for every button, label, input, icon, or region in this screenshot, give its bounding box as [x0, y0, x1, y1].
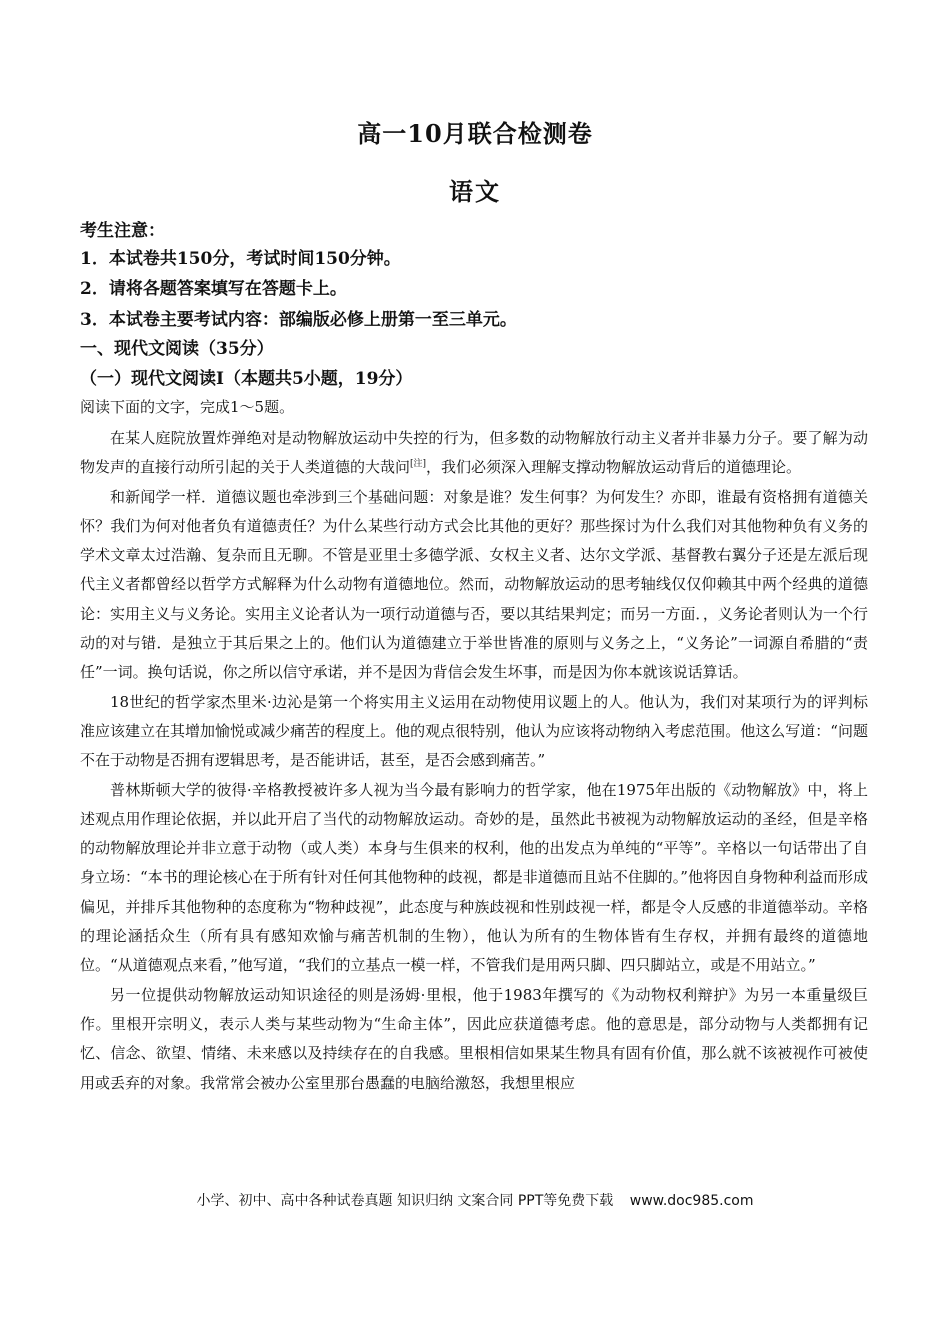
subject-title: 语文 — [449, 177, 501, 206]
section-title: 一、现代文阅读（35分） — [80, 339, 274, 359]
passage-paragraph-1 — [80, 424, 868, 483]
passage-p1-part-a: 在某人庭院放置炸弹绝对是动物解放运动中失控的行为，但多数的动物解放行动主义者并非暴力分子。要了解为动物发声的直接行动所引起的关于人类道德的大哉问 — [80, 429, 868, 477]
footer-url[interactable]: www.doc985.com — [629, 1193, 754, 1209]
notice-item-1: 1．本试卷共150分，考试时间150分钟。 — [80, 249, 401, 269]
footer-text: 小学、初中、高中各种试卷真题 知识归纳 文案合同 PPT等免费下载 — [196, 1193, 614, 1209]
exam-title: 高一10月联合检测卷 — [357, 119, 593, 148]
notice-heading: 考生注意： — [80, 221, 165, 241]
reading-passage — [80, 424, 868, 1098]
notice-item-3: 3．本试卷主要考试内容：部编版必修上册第一至三单元。 — [80, 310, 517, 330]
passage-paragraph-5: 另一位提供动物解放运动知识途径的则是汤姆·里根，他于1983年撰写的《为动物权利辩护》为另一本重量级巨作。里根开宗明义，表示人类与某些动物为“生命主体”，因此应获道德考虑。他的意思是，部分动物与人类都拥有记忆、信念、欲望、情绪、未来感以及持续存在的自我感。里根相信如果某生物具有固有价值，那么就不该被视作可被使用或丢弃的对象。我常常会被办公室里那台愚蠢的电脑给激怒，我想里根应 — [80, 985, 868, 1092]
passage-paragraph-2: 和新闻学一样．道德议题也牵涉到三个基础问题：对象是谁？发生何事？为何发生？亦即，谁最有资格拥有道德关怀？我们为何对他者负有道德责任？为什么某些行动方式会比其他的更好？那些探讨为什么我们对其他物种负有义务的学术文章太过浩瀚、复杂而且无聊。不管是亚里士多德学派、女权主义者、达尔文学派、基督教右翼分子还是左派后现代主义者都曾经以哲学方式解释为什么动物有道德地位。然而，动物解放运动的思考轴线仅仅仰赖其中两个经典的道德论：实用主义与义务论。实用主义论者认为一项行动道德与否，要以其结果判定；而另一方面．，义务论者则认为一个行动的对与错．是独立于其后果之上的。他们认为道德建立于举世皆准的原则与义务之上，“义务论”一词源自希腊的“责任”一词。换句话说，你之所以信守承诺，并不是因为背信会发生坏事，而是因为你本就该说话算话。 — [80, 487, 868, 682]
notice-item-2: 2．请将各题答案填写在答题卡上。 — [80, 279, 347, 299]
passage-p1-part-b: ，我们必须深入理解支撑动物解放运动背后的道德理论。 — [426, 458, 802, 477]
page-footer — [0, 1190, 950, 1210]
passage-paragraph-4: 普林斯顿大学的彼得·辛格教授被许多人视为当今最有影响力的哲学家，他在1975年出版的《动物解放》中，将上述观点用作理论依据，并以此开启了当代的动物解放运动。奇妙的是，虽然此书被视为动物解放运动的圣经，但是辛格的动物解放理论并非立意于动物（或人类）本身与生俱来的权利，他的出发点为单纯的“平等”。辛格以一句话带出了自身立场：“本书的理论核心在于所有针对任何其他物种的歧视，都是非道德而且站不住脚的。”他将因自身物种利益而形成偏见，并排斥其他物种的态度称为“物种歧视”，此态度与种族歧视和性别歧视一样，都是令人反感的非道德举动。辛格的理论涵括众生（所有具有感知欢愉与痛苦机制的生物），他认为所有的生物体皆有生存权，并拥有最终的道德地位。“从道德观点来看，”他写道，“我们的立基点一模一样，不管我们是用两只脚、四只脚站立，或是不用站立。” — [80, 780, 868, 975]
section-subtitle: （一）现代文阅读Ⅰ（本题共5小题，19分） — [80, 369, 413, 389]
reading-instruction: 阅读下面的文字，完成1～5题。 — [80, 398, 295, 416]
passage-paragraph-3: 18世纪的哲学家杰里米·边沁是第一个将实用主义运用在动物使用议题上的人。他认为，我们对某项行为的评判标准应该建立在其增加愉悦或减少痛苦的程度上。他的观点很特别，他认为应该将动物纳入考虑范围。他这么写道：“问题不在于动物是否拥有逻辑思考，是否能讲话，甚至，是否会感到痛苦。” — [80, 692, 868, 770]
footnote-marker: [注] — [410, 459, 427, 470]
